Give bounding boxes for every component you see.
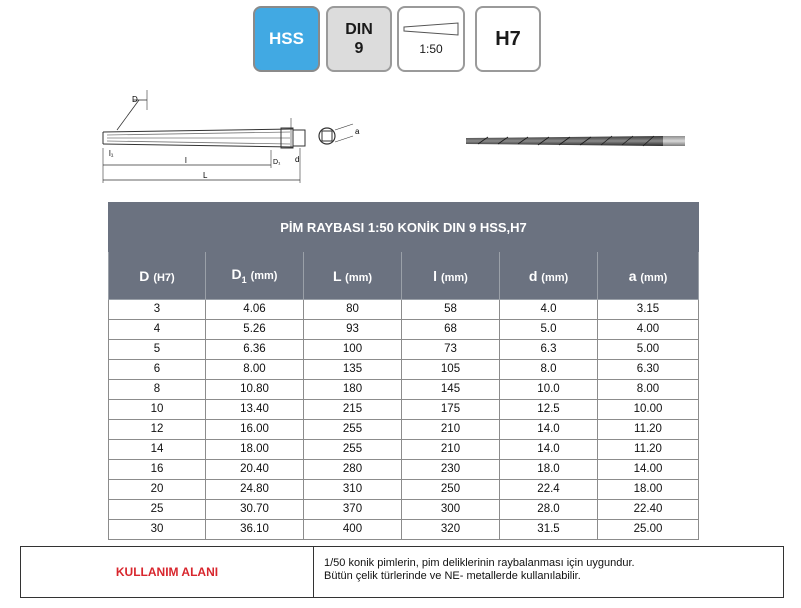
table-cell: 14.00: [598, 460, 699, 480]
column-unit: (mm): [345, 271, 373, 284]
drawing-label-L: L: [203, 171, 208, 180]
table-cell: 68: [402, 320, 500, 340]
column-name: l: [433, 267, 438, 284]
table-cell: 4: [109, 320, 206, 340]
table-cell: 6.3: [500, 340, 598, 360]
taper-icon: [402, 22, 460, 36]
drawing-label-l1: l₁: [109, 149, 114, 158]
table-cell: 30.70: [206, 500, 304, 520]
table-cell: 14.0: [500, 420, 598, 440]
table-row: [109, 360, 699, 380]
table-row: [109, 300, 699, 320]
table-row: [109, 400, 699, 420]
table-cell: 14: [109, 440, 206, 460]
table-cell: 135: [304, 360, 402, 380]
column-header-l: [304, 252, 402, 300]
table-cell: 4.06: [206, 300, 304, 320]
table-cell: 25.00: [598, 520, 699, 540]
table-cell: 14.0: [500, 440, 598, 460]
technical-drawing: [95, 88, 375, 193]
table-cell: 6.36: [206, 340, 304, 360]
column-unit: (mm): [541, 271, 569, 284]
table-cell: 12: [109, 420, 206, 440]
usage-line-1: 1/50 konik pimlerin, pim deliklerinin raybalanması için uygundur.: [324, 557, 635, 569]
table-cell: 16.00: [206, 420, 304, 440]
column-header-d1: [206, 252, 304, 300]
tolerance-badge: [475, 6, 541, 72]
table-cell: 180: [304, 380, 402, 400]
table-cell: 250: [402, 480, 500, 500]
usage-line-2: Bütün çelik türlerinde ve NE- metallerde kullanılabilir.: [324, 570, 581, 582]
table-cell: 310: [304, 480, 402, 500]
hss-label: HSS: [269, 29, 304, 48]
table-cell: 10.80: [206, 380, 304, 400]
tolerance-label: H7: [495, 27, 521, 50]
din-badge: [326, 6, 392, 72]
table-cell: 18.0: [500, 460, 598, 480]
table-cell: 30: [109, 520, 206, 540]
table-cell: 18.00: [598, 480, 699, 500]
table-row: [109, 340, 699, 360]
table-cell: 320: [402, 520, 500, 540]
table-row: [109, 500, 699, 520]
table-cell: 25: [109, 500, 206, 520]
table-cell: 300: [402, 500, 500, 520]
table-cell: 10: [109, 400, 206, 420]
table-cell: 10.00: [598, 400, 699, 420]
table-cell: 20.40: [206, 460, 304, 480]
table-cell: 13.40: [206, 400, 304, 420]
table-cell: 5.26: [206, 320, 304, 340]
table-cell: 5.0: [500, 320, 598, 340]
table-cell: 370: [304, 500, 402, 520]
table-row: [109, 440, 699, 460]
column-unit: (mm): [250, 270, 278, 283]
column-unit: (mm): [640, 271, 668, 284]
drawing-label-d: d: [295, 155, 300, 164]
table-body: [109, 300, 699, 540]
table-cell: 8.00: [598, 380, 699, 400]
usage-box: [20, 546, 784, 598]
table-cell: 175: [402, 400, 500, 420]
table-cell: 8: [109, 380, 206, 400]
table-row: [109, 520, 699, 540]
table-cell: 11.20: [598, 420, 699, 440]
table-cell: 210: [402, 440, 500, 460]
table-cell: 210: [402, 420, 500, 440]
table-cell: 20: [109, 480, 206, 500]
table-cell: 105: [402, 360, 500, 380]
column-name: $D_1$: [231, 266, 247, 285]
table-cell: 230: [402, 460, 500, 480]
column-header-a: [598, 252, 699, 300]
column-name: d: [528, 267, 538, 284]
column-name: L: [332, 267, 342, 284]
usage-label: KULLANIM ALANI: [21, 547, 314, 597]
table-cell: 24.80: [206, 480, 304, 500]
table-row: [109, 380, 699, 400]
table-cell: 22.40: [598, 500, 699, 520]
table-cell: 215: [304, 400, 402, 420]
reamer-photo: [463, 131, 693, 151]
column-unit: (H7): [153, 271, 175, 284]
table-cell: 11.20: [598, 440, 699, 460]
table-cell: 400: [304, 520, 402, 540]
table-cell: 58: [402, 300, 500, 320]
drawing-label-l: l: [185, 156, 187, 165]
column-header-l: [402, 252, 500, 300]
hss-badge: [253, 6, 320, 72]
drawing-label-a: a: [355, 127, 360, 136]
column-header-d: [109, 252, 206, 300]
table-cell: 8.00: [206, 360, 304, 380]
table-cell: 100: [304, 340, 402, 360]
column-header-d: [500, 252, 598, 300]
table-title: PİM RAYBASI 1:50 KONİK DIN 9 HSS,H7: [109, 203, 699, 252]
taper-badge: [397, 6, 465, 72]
column-unit: (mm): [440, 271, 468, 284]
table-cell: 28.0: [500, 500, 598, 520]
table-cell: 4.00: [598, 320, 699, 340]
table-cell: 36.10: [206, 520, 304, 540]
column-name: a: [628, 267, 637, 284]
table-cell: 5.00: [598, 340, 699, 360]
drawing-label-D: D: [132, 95, 138, 104]
table-row: [109, 420, 699, 440]
table-cell: 31.5: [500, 520, 598, 540]
table-cell: 255: [304, 440, 402, 460]
table-cell: 5: [109, 340, 206, 360]
table-cell: 18.00: [206, 440, 304, 460]
table-cell: 80: [304, 300, 402, 320]
table-cell: 10.0: [500, 380, 598, 400]
din-number: 9: [354, 40, 364, 57]
column-name: D: [139, 267, 150, 284]
table-row: [109, 460, 699, 480]
table-cell: 3.15: [598, 300, 699, 320]
table-cell: 8.0: [500, 360, 598, 380]
table-cell: 22.4: [500, 480, 598, 500]
table-row: [109, 320, 699, 340]
table-cell: 280: [304, 460, 402, 480]
table-cell: 6: [109, 360, 206, 380]
table-cell: 73: [402, 340, 500, 360]
table-cell: 4.0: [500, 300, 598, 320]
table-cell: 3: [109, 300, 206, 320]
table-row: [109, 480, 699, 500]
taper-ratio: 1:50: [419, 42, 443, 56]
usage-text: [314, 547, 783, 597]
table-cell: 12.5: [500, 400, 598, 420]
table-cell: 145: [402, 380, 500, 400]
table-cell: 255: [304, 420, 402, 440]
table-cell: 93: [304, 320, 402, 340]
drawing-label-D1: D₁: [273, 159, 281, 166]
table-cell: 16: [109, 460, 206, 480]
din-label: DIN: [345, 21, 373, 38]
table-header-row: [109, 252, 699, 300]
table-cell: 6.30: [598, 360, 699, 380]
reamer-spec-table: [108, 202, 699, 540]
